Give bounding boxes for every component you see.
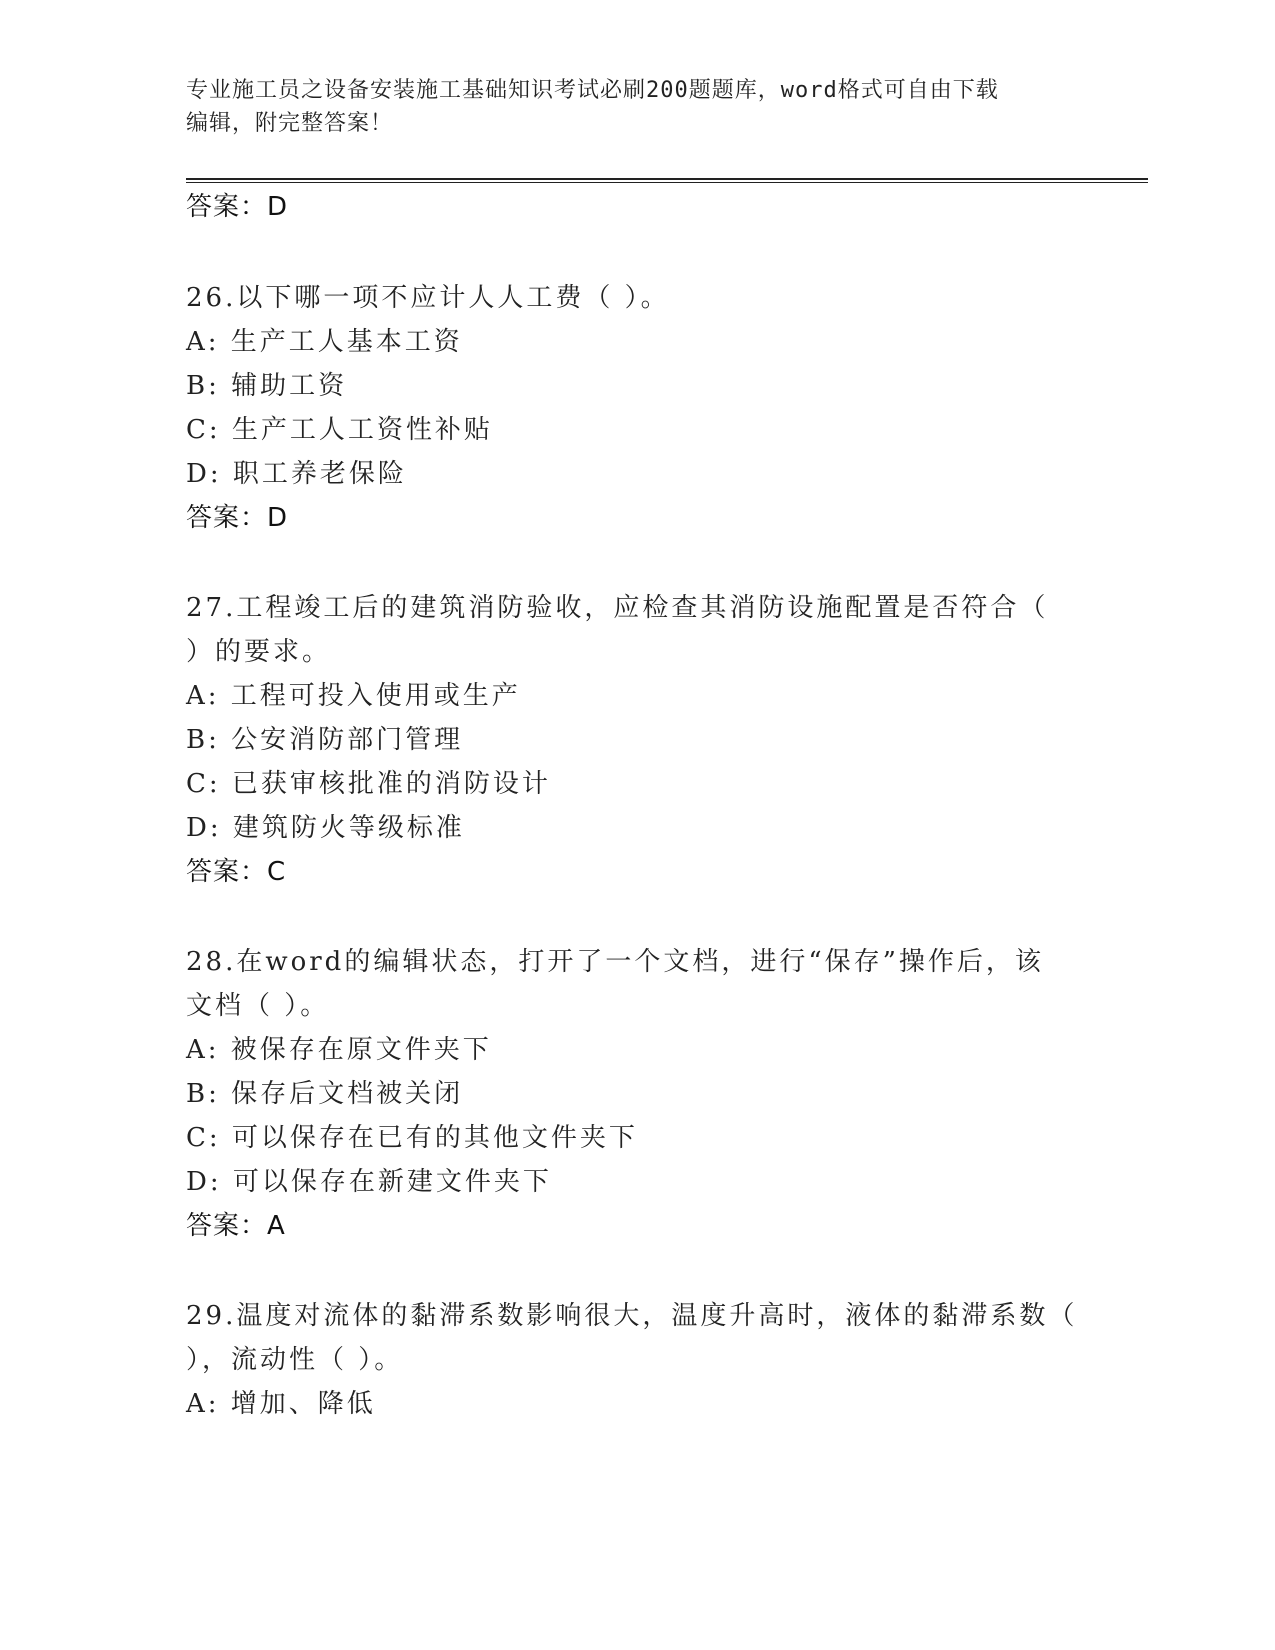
question-26-stem: 26.以下哪一项不应计人人工费（ ）。 (186, 283, 670, 313)
question-26-option-b: B: 辅助工资 (186, 371, 348, 401)
question-27-stem-line-1: 27.工程竣工后的建筑消防验收，应检查其消防设施配置是否符合（ (186, 593, 1049, 623)
question-28-answer: 答案：A (186, 1211, 286, 1241)
document-header (186, 74, 1086, 140)
question-26-option-d: D: 职工养老保险 (186, 459, 407, 489)
question-26-option-a: A: 生产工人基本工资 (186, 327, 463, 357)
question-29-stem-line-2: ），流动性（ ）。 (186, 1345, 404, 1375)
question-27-option-b: B: 公安消防部门管理 (186, 725, 464, 755)
question-28-stem-line-1: 28.在word的编辑状态，打开了一个文档，进行“保存”操作后，该 (186, 947, 1044, 977)
question-28-option-a: A: 被保存在原文件夹下 (186, 1035, 492, 1065)
header-line-1: 专业施工员之设备安装施工基础知识考试必刷200题题库，word格式可自由下载 (186, 78, 999, 103)
question-28-option-b: B: 保存后文档被关闭 (186, 1079, 464, 1109)
previous-answer: 答案：D (186, 192, 289, 222)
question-26-option-c: C: 生产工人工资性补贴 (186, 415, 493, 445)
question-29-option-a: A: 增加、降低 (186, 1389, 376, 1419)
question-26-answer: 答案：D (186, 503, 289, 533)
header-line-2: 编辑，附完整答案！ (186, 111, 394, 136)
question-27-option-c: C: 已获审核批准的消防设计 (186, 769, 551, 799)
question-27-answer: 答案：C (186, 857, 287, 887)
question-27-option-d: D: 建筑防火等级标准 (186, 813, 465, 843)
question-28-option-c: C: 可以保存在已有的其他文件夹下 (186, 1123, 638, 1153)
question-27-stem-line-2: ）的要求。 (186, 637, 332, 667)
question-27-option-a: A: 工程可投入使用或生产 (186, 681, 521, 711)
question-28-option-d: D: 可以保存在新建文件夹下 (186, 1167, 552, 1197)
header-rule-thick (186, 178, 1148, 180)
header-rule-thin (186, 182, 1148, 183)
question-29-stem-line-1: 29.温度对流体的黏滞系数影响很大，温度升高时，液体的黏滞系数（ (186, 1301, 1078, 1331)
question-28-stem-line-2: 文档（ ）。 (186, 991, 330, 1021)
